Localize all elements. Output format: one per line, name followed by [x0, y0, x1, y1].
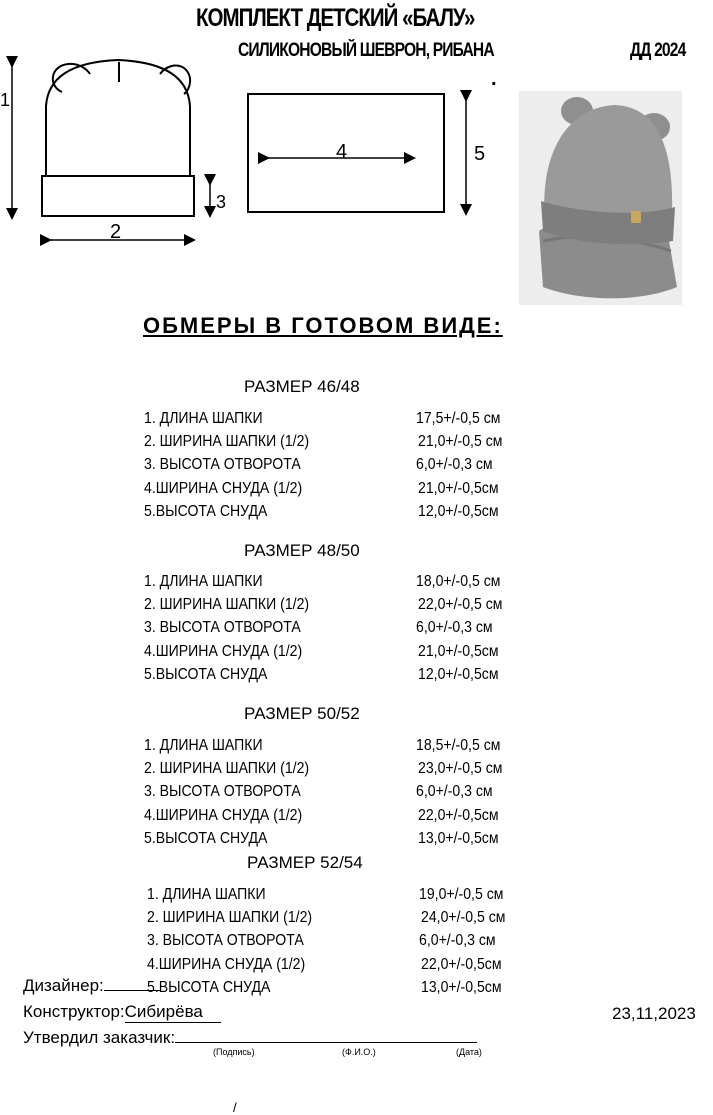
measurement-value: 13,0+/-0,5см: [421, 979, 502, 996]
measurement-label: 2. ШИРИНА ШАПКИ (1/2): [144, 760, 310, 777]
constructor-field: [23, 1002, 221, 1023]
hat-dim-2-label: 2: [110, 221, 122, 243]
approved-label: Утвердил заказчик:: [23, 1028, 176, 1047]
constructor-label: Конструктор:: [23, 1002, 125, 1021]
measurement-label: 1. ДЛИНА ШАПКИ: [147, 886, 266, 903]
designer-field: [23, 976, 160, 996]
hat-dim-1-label: 1: [0, 90, 11, 110]
measurement-value: 21,0+/-0,5 см: [418, 433, 503, 450]
measurement-label: 1. ДЛИНА ШАПКИ: [144, 410, 263, 427]
document-subtitle: СИЛИКОНОВЫЙ ШЕВРОН, РИБАНА: [238, 40, 494, 61]
measurement-value: 12,0+/-0,5см: [418, 666, 499, 683]
measurement-value: 21,0+/-0,5см: [418, 643, 499, 660]
measurement-value: 6,0+/-0,3 см: [416, 619, 493, 636]
measurement-label: 2. ШИРИНА ШАПКИ (1/2): [144, 596, 310, 613]
document-title: КОМПЛЕКТ ДЕТСКИЙ «БАЛУ»: [196, 4, 475, 32]
document-date: 23,11,2023: [612, 1004, 696, 1023]
measurement-value: 13,0+/-0,5см: [418, 830, 499, 847]
model-code: ДД 2024: [630, 40, 686, 61]
measurement-label: 5.ВЫСОТА СНУДА: [144, 666, 268, 683]
chevron-badge: [631, 211, 641, 223]
page-slash: /: [233, 1100, 237, 1115]
measurement-label: 1. ДЛИНА ШАПКИ: [144, 573, 263, 590]
measurement-label: 1. ДЛИНА ШАПКИ: [144, 737, 263, 754]
date-caption: (Дата): [456, 1047, 482, 1057]
measurement-label: 3. ВЫСОТА ОТВОРОТА: [147, 932, 304, 949]
approved-field: [23, 1028, 477, 1048]
size-title: РАЗМЕР 52/54: [247, 853, 363, 872]
measurement-label: 3. ВЫСОТА ОТВОРОТА: [144, 783, 301, 800]
measurement-label: 5.ВЫСОТА СНУДА: [147, 979, 271, 996]
hat-diagram: [0, 56, 230, 252]
measurement-label: 5.ВЫСОТА СНУДА: [144, 503, 268, 520]
measurement-label: 2. ШИРИНА ШАПКИ (1/2): [144, 433, 310, 450]
size-title: РАЗМЕР 50/52: [244, 704, 360, 723]
measurement-value: 6,0+/-0,3 см: [416, 456, 493, 473]
signature-caption: (Подпись): [213, 1047, 255, 1057]
measurement-value: 22,0+/-0,5см: [421, 956, 502, 973]
measurement-label: 4.ШИРИНА СНУДА (1/2): [144, 480, 303, 497]
approved-line: [175, 1042, 477, 1043]
measurement-label: 3. ВЫСОТА ОТВОРОТА: [144, 619, 301, 636]
measurement-value: 17,5+/-0,5 см: [416, 410, 501, 427]
measurement-label: 4.ШИРИНА СНУДА (1/2): [144, 807, 303, 824]
snood-dim-5-label: 5: [474, 143, 486, 165]
snood-diagram: [240, 88, 500, 218]
hat-dim-3-label: 3: [216, 192, 227, 212]
designer-line: [104, 990, 160, 991]
measurements-heading: ОБМЕРЫ В ГОТОВОМ ВИДЕ:: [143, 313, 503, 338]
measurement-value: 18,5+/-0,5 см: [416, 737, 501, 754]
measurement-value: 18,0+/-0,5 см: [416, 573, 501, 590]
measurement-label: 2. ШИРИНА ШАПКИ (1/2): [147, 909, 313, 926]
measurement-label: 3. ВЫСОТА ОТВОРОТА: [144, 456, 301, 473]
designer-label: Дизайнер:: [23, 976, 104, 995]
constructor-name: Сибирёва: [125, 1002, 221, 1023]
measurement-value: 6,0+/-0,3 см: [416, 783, 493, 800]
measurement-value: 19,0+/-0,5 см: [419, 886, 504, 903]
measurement-label: 4.ШИРИНА СНУДА (1/2): [147, 956, 306, 973]
measurement-label: 5.ВЫСОТА СНУДА: [144, 830, 268, 847]
name-caption: (Ф.И.О.): [342, 1047, 376, 1057]
measurement-value: 22,0+/-0,5см: [418, 807, 499, 824]
measurement-value: 6,0+/-0,3 см: [419, 932, 496, 949]
measurement-value: 21,0+/-0,5см: [418, 480, 499, 497]
measurement-label: 4.ШИРИНА СНУДА (1/2): [144, 643, 303, 660]
size-title: РАЗМЕР 46/48: [244, 377, 360, 396]
product-photo: [519, 91, 682, 305]
size-title: РАЗМЕР 48/50: [244, 541, 360, 560]
snood-dim-4-label: 4: [336, 141, 348, 163]
measurement-value: 22,0+/-0,5 см: [418, 596, 503, 613]
measurement-value: 23,0+/-0,5 см: [418, 760, 503, 777]
header-dot: .: [491, 68, 497, 90]
measurement-value: 12,0+/-0,5см: [418, 503, 499, 520]
measurement-value: 24,0+/-0,5 см: [421, 909, 506, 926]
